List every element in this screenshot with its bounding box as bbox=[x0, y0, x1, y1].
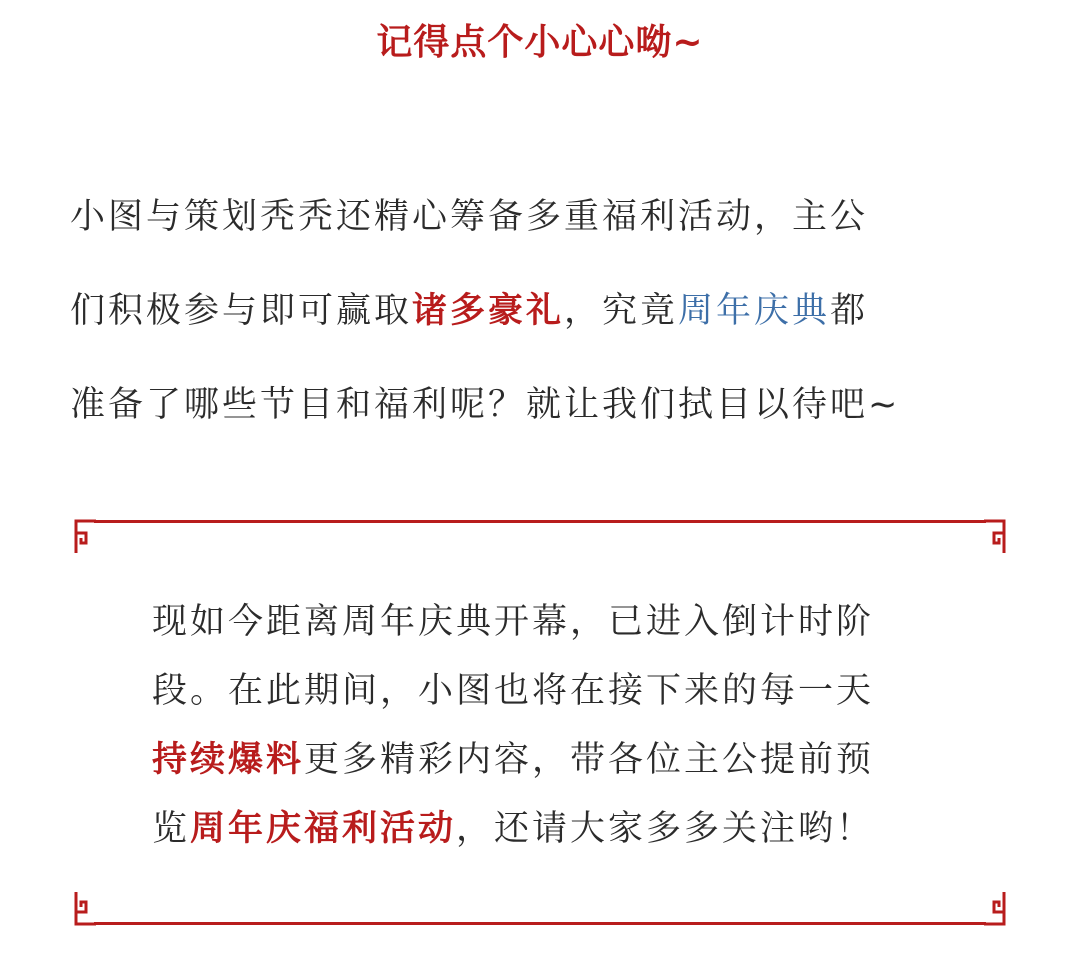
box-line bbox=[152, 726, 942, 795]
intro-line bbox=[70, 264, 1010, 358]
intro-text: 都 bbox=[830, 291, 869, 331]
highlight-news: 持续爆料 bbox=[152, 740, 305, 780]
box-text: 更多精彩内容，带各位主公提前预 bbox=[304, 740, 875, 780]
box-text: 现如今距离周年庆典开幕，已进入倒计时阶 bbox=[152, 602, 875, 642]
box-text: 览 bbox=[152, 809, 191, 849]
headline: 记得点个小心心呦~ bbox=[376, 22, 704, 63]
box-text: 段。在此期间，小图也将在接下来的每一天 bbox=[152, 671, 875, 711]
intro-text: 小图与策划秃秃还精心筹备多重福利活动，主公 bbox=[70, 197, 869, 237]
intro-text: ，究竟 bbox=[564, 291, 679, 331]
highlight-gifts: 诸多豪礼 bbox=[412, 291, 565, 331]
box-line bbox=[152, 657, 942, 726]
intro-paragraph bbox=[70, 170, 1010, 452]
box-line bbox=[152, 588, 942, 657]
intro-line bbox=[70, 170, 1010, 264]
frame-corner-top-left-icon bbox=[72, 519, 108, 555]
frame-bottom-line bbox=[94, 922, 986, 925]
countdown-paragraph bbox=[152, 588, 942, 864]
intro-line bbox=[70, 358, 1010, 452]
frame-corner-top-right-icon bbox=[972, 519, 1008, 555]
intro-text: 们积极参与即可赢取 bbox=[70, 291, 413, 331]
box-text: ，还请大家多多关注哟！ bbox=[456, 809, 875, 849]
highlight-anniversary: 周年庆典 bbox=[678, 291, 831, 331]
intro-text: 准备了哪些节目和福利呢？就让我们拭目以待吧~ bbox=[70, 385, 901, 425]
highlight-event: 周年庆福利活动 bbox=[190, 809, 457, 849]
frame-top-line bbox=[94, 520, 986, 523]
frame-corner-bottom-right-icon bbox=[972, 890, 1008, 926]
frame-corner-bottom-left-icon bbox=[72, 890, 108, 926]
box-line bbox=[152, 795, 942, 864]
